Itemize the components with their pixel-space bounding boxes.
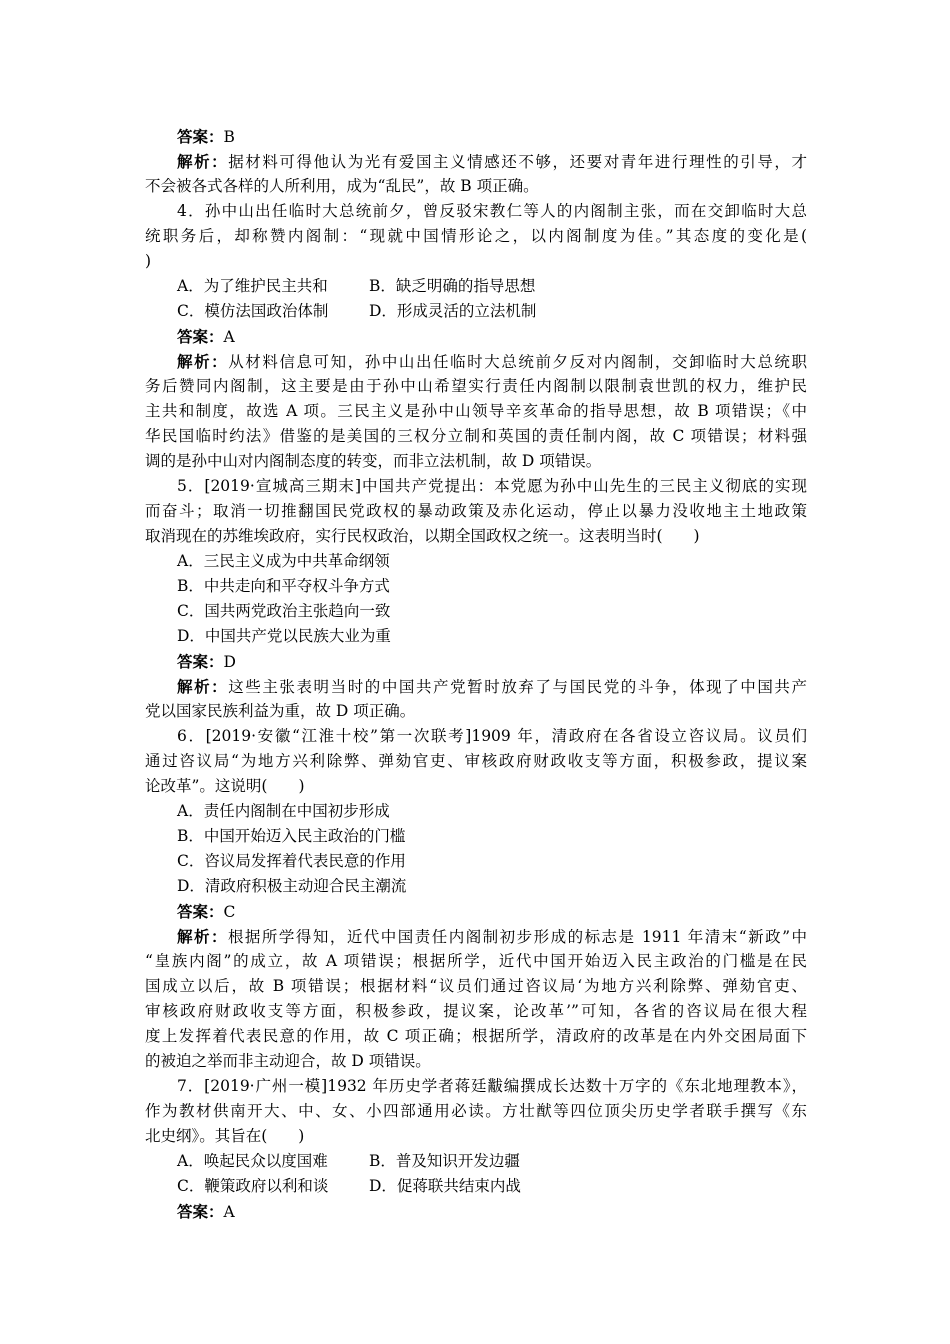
- analysis-line: 度上发挥着代表民意的作用，故 C 项正确；根据所学，清政府的改革是在内外交困局面下: [145, 1027, 807, 1045]
- question-7-options-row: [145, 1149, 807, 1174]
- answer-value: B: [223, 128, 235, 146]
- question-6-stem: 6．[2019·安徽“江淮十校”第一次联考]1909 年，清政府在各省设立咨议局。议员们: [177, 727, 807, 745]
- analysis-line: 审核政府财政收支等方面，积极参政，提议案，论改革’”可知，各省的咨议局在很大程: [145, 1002, 807, 1020]
- option-b: B．缺乏明确的指导思想: [369, 277, 536, 295]
- question-4-stem: 4．孙中山出任临时大总统前夕，曾反驳宋教仁等人的内阁制主张，而在交卸临时大总: [177, 202, 807, 220]
- question-4-options-row: [145, 274, 807, 299]
- analysis-line: “皇族内阁”的成立，故 A 项错误；根据所学，近代中国开始迈入民主政治的门槛是在民: [145, 952, 807, 970]
- question-7-stem: 7．[2019·广州一模]1932 年历史学者蒋廷黻编撰成长达数十万字的《东北地理教本》，: [177, 1077, 807, 1095]
- question-7-stem: 作为教材供南开大、中、女、小四部通用必读。方壮猷等四位顶尖历史学者联手撰写《东: [145, 1102, 807, 1120]
- answer-value: A: [223, 1203, 235, 1221]
- analysis-label: 解析：: [177, 352, 229, 371]
- analysis-text: 根据所学得知，近代中国责任内阁制初步形成的标志是 1911 年清末“新政”中: [227, 928, 807, 946]
- analysis-line: [145, 149, 807, 174]
- question-5-stem: 取消现在的苏维埃政府，实行民权政治，以期全国政权之统一。这表明当时( ): [145, 527, 700, 545]
- answer-line: [145, 649, 807, 674]
- answer-label: 答案：: [177, 127, 224, 146]
- analysis-line: 华民国临时约法》借鉴的是美国的三权分立制和英国的责任制内阁，故 C 项错误；材料强: [145, 427, 807, 445]
- analysis-line: 党以国家民族利益为重，故 D 项正确。: [145, 702, 416, 720]
- question-6-stem: 通过咨议局“为地方兴利除弊、弹劾官吏、审核政府财政收支等方面，积极参政，提议案: [145, 752, 807, 770]
- answer-label: 答案：: [177, 902, 224, 921]
- answer-value: D: [223, 653, 236, 671]
- answer-line: [145, 324, 807, 349]
- analysis-text: 从材料信息可知，孙中山出任临时大总统前夕反对内阁制，交卸临时大总统职: [228, 353, 807, 371]
- analysis-label: 解析：: [177, 152, 229, 171]
- answer-line: [145, 124, 807, 149]
- option-a: A．三民主义成为中共革命纲领: [177, 552, 390, 570]
- analysis-line: 主共和制度，故选 A 项。三民主义是孙中山领导辛亥革命的指导思想，故 B 项错误；《中: [145, 402, 807, 420]
- answer-value: A: [223, 328, 235, 346]
- answer-label: 答案：: [177, 327, 224, 346]
- option-d: D．促蒋联共结束内战: [369, 1177, 521, 1195]
- analysis-line: [145, 674, 807, 699]
- option-b: B．普及知识开发边疆: [369, 1152, 520, 1170]
- analysis-line: 国成立以后，故 B 项错误；根据材料“议员们通过咨议局‘为地方兴利除弊、弹劾官吏、: [145, 977, 807, 995]
- question-4-options-row: [145, 299, 807, 324]
- question-5-stem: 5．[2019·宣城高三期末]中国共产党提出：本党愿为孙中山先生的三民主义彻底的实现: [177, 477, 807, 495]
- option-d: D．形成灵活的立法机制: [369, 302, 537, 320]
- option-d: D．清政府积极主动迎合民主潮流: [177, 877, 407, 895]
- option-a: A．责任内阁制在中国初步形成: [177, 802, 390, 820]
- analysis-line: 务后赞同内阁制，这主要是由于孙中山希望实行责任内阁制以限制袁世凯的权力，维护民: [145, 377, 807, 395]
- analysis-line: 不会被各式各样的人所利用，成为“乱民”，故 B 项正确。: [145, 177, 539, 195]
- answer-line: [145, 1199, 807, 1224]
- analysis-text: 据材料可得他认为光有爱国主义情感还不够，还要对青年进行理性的引导，才: [228, 153, 807, 171]
- option-c: C．鞭策政府以利和谈: [177, 1177, 329, 1195]
- analysis-line: [145, 349, 807, 374]
- answer-line: [145, 899, 807, 924]
- option-b: B．中国开始迈入民主政治的门槛: [177, 827, 406, 845]
- answer-label: 答案：: [177, 652, 224, 671]
- analysis-line: [145, 924, 807, 949]
- option-c: C．国共两党政治主张趋向一致: [177, 602, 391, 620]
- analysis-line: 调的是孙中山对内阁制态度的转变，而非立法机制，故 D 项错误。: [145, 452, 602, 470]
- analysis-text: 这些主张表明当时的中国共产党暂时放弃了与国民党的斗争，体现了中国共产: [228, 678, 807, 696]
- question-5-stem: 而奋斗；取消一切推翻国民党政权的暴动政策及赤化运动，停止以暴力没收地主土地政策: [145, 502, 807, 520]
- analysis-line: 的被迫之举而非主动迎合，故 D 项错误。: [145, 1052, 431, 1070]
- option-a: A．唤起民众以度国难: [177, 1152, 328, 1170]
- answer-value: C: [223, 903, 236, 921]
- analysis-label: 解析：: [177, 677, 229, 696]
- answer-label: 答案：: [177, 1202, 224, 1221]
- page-content: [145, 124, 807, 1224]
- question-7-options-row: [145, 1174, 807, 1199]
- option-d: D．中国共产党以民族大业为重: [177, 627, 391, 645]
- question-6-stem: 论改革”。这说明( ): [145, 777, 305, 795]
- option-b: B．中共走向和平夺权斗争方式: [177, 577, 390, 595]
- question-7-stem: 北史纲》。其旨在( ): [145, 1127, 305, 1145]
- option-a: A．为了维护民主共和: [177, 277, 328, 295]
- question-4-stem: ): [145, 252, 152, 270]
- question-4-stem: 统职务后，却称赞内阁制：“现就中国情形论之，以内阁制度为佳。”其态度的变化是(: [145, 227, 807, 245]
- option-c: C．模仿法国政治体制: [177, 302, 329, 320]
- analysis-label: 解析：: [177, 927, 228, 946]
- option-c: C．咨议局发挥着代表民意的作用: [177, 852, 406, 870]
